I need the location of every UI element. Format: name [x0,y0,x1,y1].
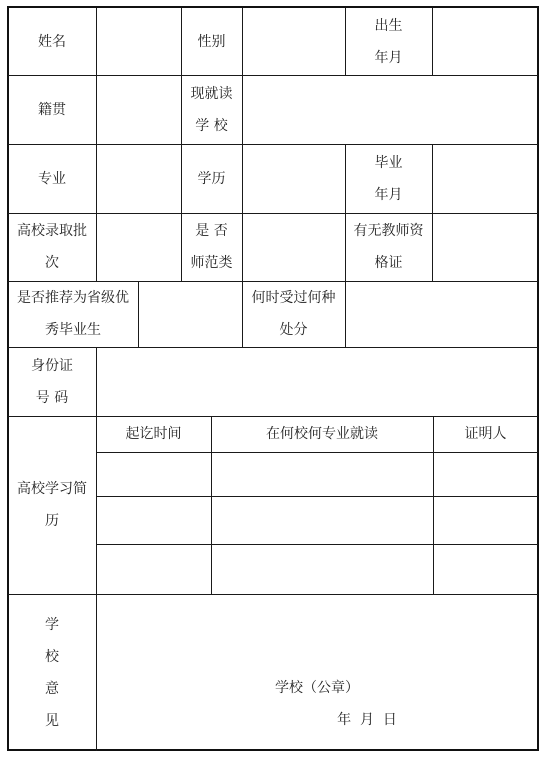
study-row-2-school[interactable] [212,497,433,544]
period-header: 起讫时间 [125,426,182,442]
teacher-certificate-label: 有无教师资 格证 [353,223,424,271]
major-label: 专业 [38,170,66,187]
graduation-date-label: 毕业 年月 [374,154,403,203]
punishment-label: 何时受过何种 处分 [251,290,336,338]
witness-header: 证明人 [464,426,507,442]
graduation-date-field[interactable] [433,145,538,213]
recommended-label: 是否推荐为省级优 秀毕业生 [17,290,129,338]
birth-date-label: 出生 年月 [374,17,403,66]
current-school-label: 现就读 学 校 [190,85,233,134]
education-field[interactable] [243,145,345,213]
study-row-2-period[interactable] [97,497,211,544]
study-row-1-period[interactable] [97,453,211,496]
id-number-label: 身份证 号 码 [31,357,73,406]
normal-school-field[interactable] [243,214,345,281]
punishment-field[interactable] [346,282,538,347]
study-row-3-period[interactable] [97,545,211,594]
gender-field[interactable] [243,8,345,75]
teacher-certificate-field[interactable] [433,214,538,281]
normal-school-label: 是 否 师范类 [190,223,233,271]
study-row-2-witness[interactable] [434,497,538,544]
major-field[interactable] [97,145,181,213]
name-field[interactable] [97,8,181,75]
school-opinion-label: 学 校 意 见 [45,616,59,729]
admission-batch-field[interactable] [97,214,181,281]
education-label: 学历 [197,170,226,187]
recommended-field[interactable] [139,282,242,347]
native-place-label: 籍贯 [38,101,66,118]
study-row-1-witness[interactable] [434,453,538,496]
study-row-3-school[interactable] [212,545,433,594]
native-place-field[interactable] [97,76,181,144]
gender-label: 性别 [197,33,226,50]
study-row-1-school[interactable] [212,453,433,496]
school-seal: 学校（公章） [275,680,359,696]
school-major-header: 在何校何专业就读 [266,426,378,442]
study-row-3-witness[interactable] [434,545,538,594]
current-school-field[interactable] [243,76,538,144]
signing-date: 年 月 日 [337,712,397,728]
birth-date-field[interactable] [433,8,538,75]
id-number-field[interactable] [97,348,538,416]
study-history-label: 高校学习简 历 [17,481,87,529]
name-label: 姓名 [38,33,66,50]
admission-batch-label: 高校录取批 次 [17,223,87,271]
